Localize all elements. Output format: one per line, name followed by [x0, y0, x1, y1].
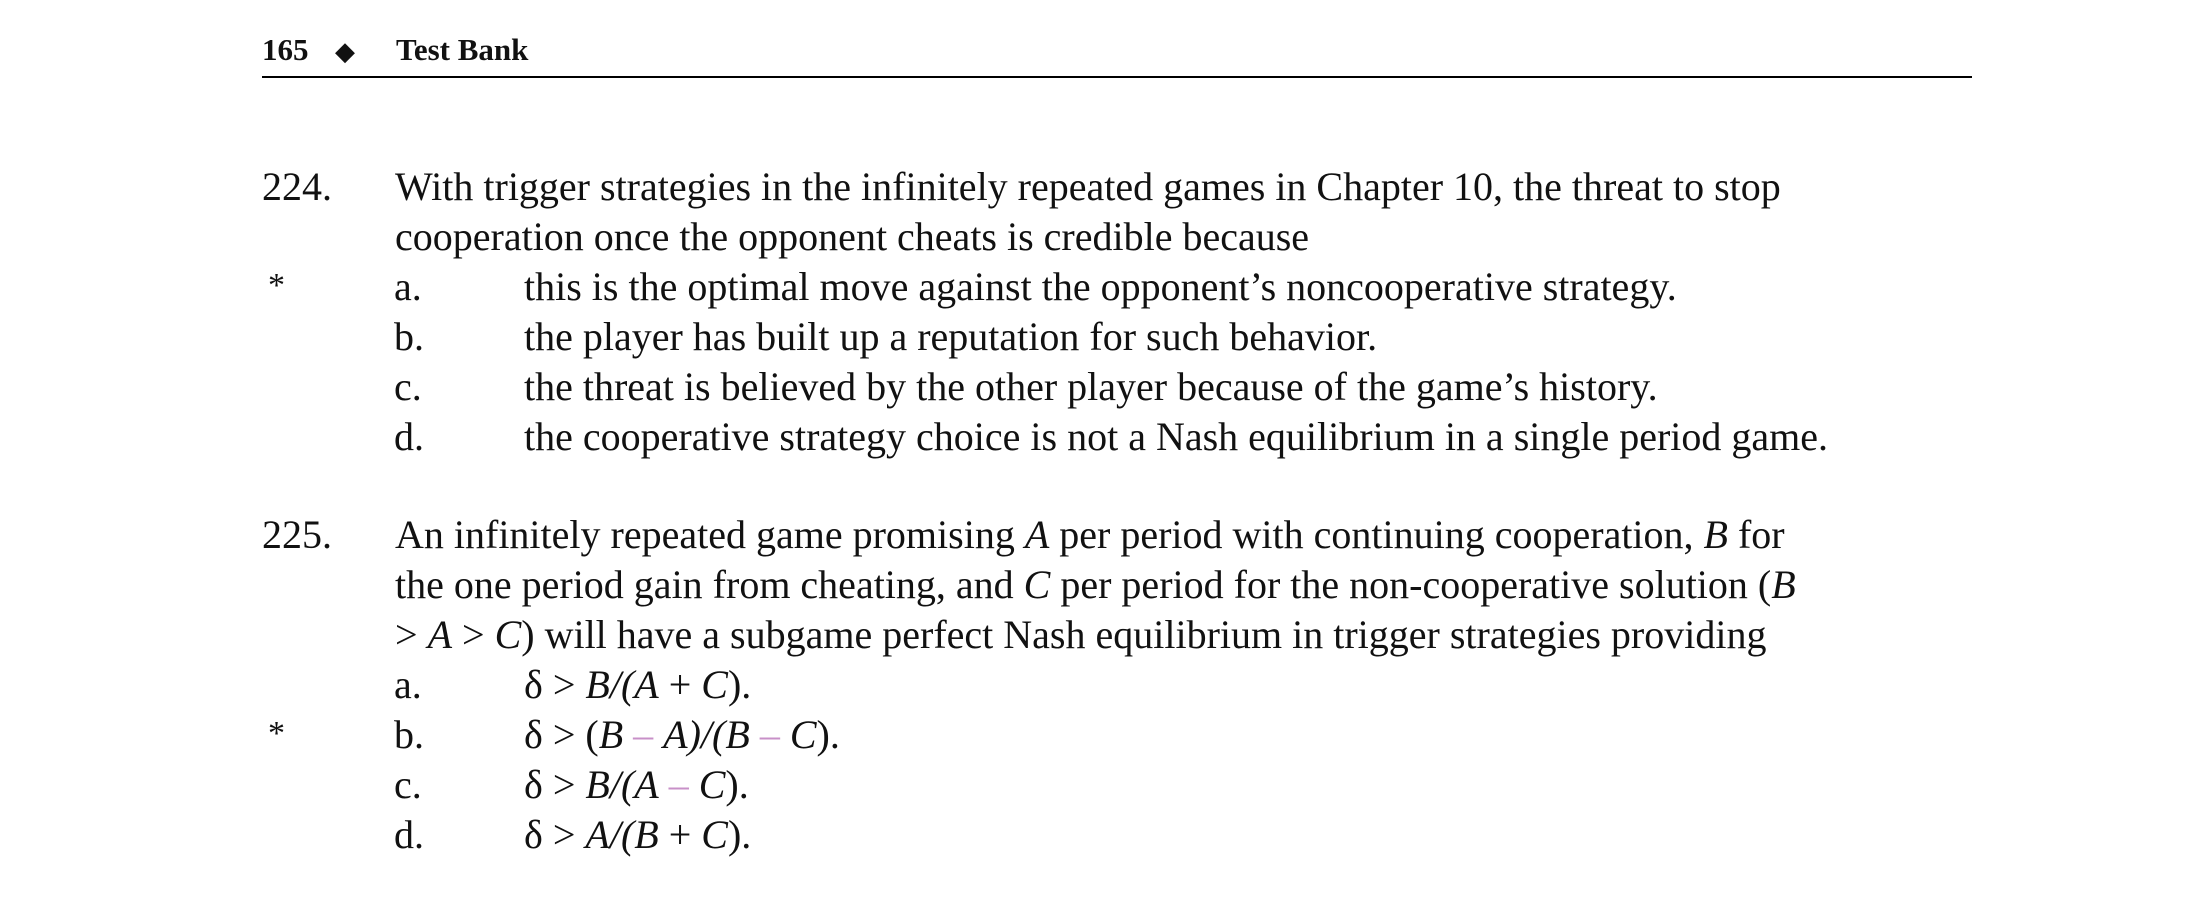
option-letter: d. [394, 812, 424, 857]
question-stem-line: cooperation once the opponent cheats is credible because [395, 214, 1310, 259]
header-title: Test Bank [396, 32, 529, 67]
option-letter: c. [394, 364, 422, 409]
option-letter: a. [394, 662, 422, 707]
question-stem-line: > A > C) will have a subgame perfect Nash equilibrium in trigger strategies providing [395, 612, 1767, 657]
question-stem-line: the one period gain from cheating, and C per period for the non-cooperative solution (B [395, 562, 1796, 607]
page-header [262, 28, 1972, 78]
option-text: δ > B/(A + C). [524, 662, 752, 707]
page-number: 165 [262, 32, 309, 67]
option-text: δ > B/(A – C). [524, 762, 749, 807]
diamond-separator-icon: ◆ [335, 37, 355, 66]
option-text: the player has built up a reputation for such behavior. [524, 314, 1378, 359]
option-letter: b. [394, 314, 424, 359]
option-letter: d. [394, 414, 424, 459]
question-number: 225. [262, 512, 332, 557]
question-number: 224. [262, 164, 332, 209]
option-text: δ > (B – A)/(B – C). [524, 712, 840, 757]
option-letter: b. [394, 712, 424, 757]
option-text: δ > A/(B + C). [524, 812, 752, 857]
correct-answer-marker: * [268, 715, 285, 752]
option-letter: a. [394, 264, 422, 309]
option-text: this is the optimal move against the opponent’s noncooperative strategy. [524, 264, 1677, 309]
question-stem-line: With trigger strategies in the infinitely repeated games in Chapter 10, the threat to stop [395, 164, 1781, 209]
question-stem-line: An infinitely repeated game promising A per period with continuing cooperation, B for [395, 512, 1785, 557]
option-text: the cooperative strategy choice is not a Nash equilibrium in a single period game. [524, 414, 1829, 459]
correct-answer-marker: * [268, 267, 285, 304]
option-letter: c. [394, 762, 422, 807]
option-text: the threat is believed by the other player because of the game’s history. [524, 364, 1658, 409]
